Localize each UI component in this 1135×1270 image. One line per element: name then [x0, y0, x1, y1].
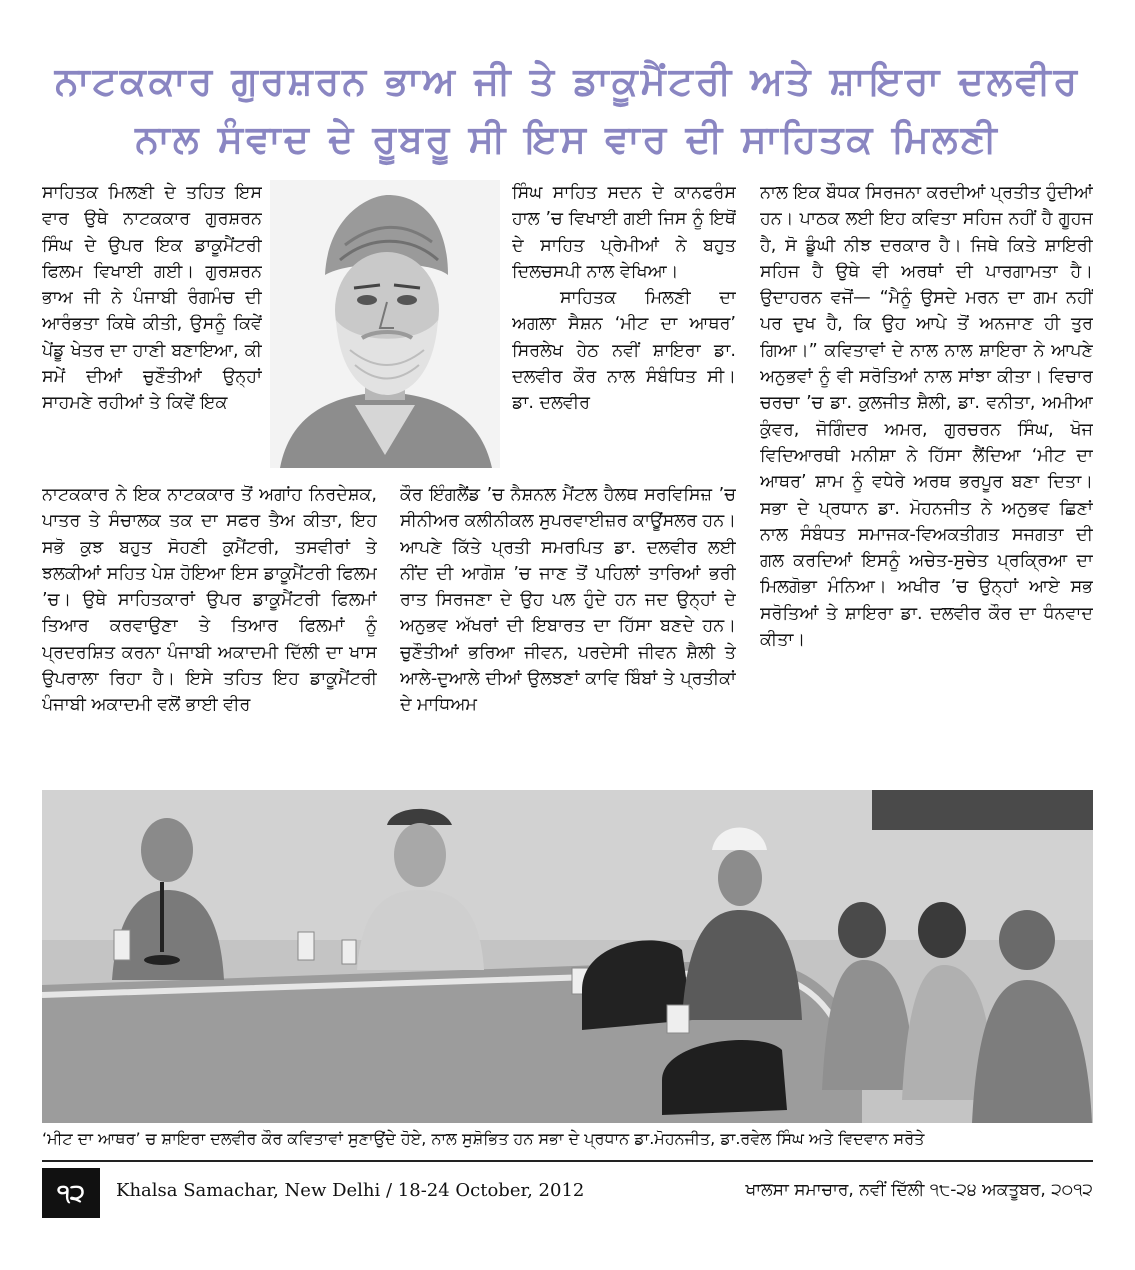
- event-photo: [42, 790, 1093, 1123]
- portrait-sketch: [270, 180, 500, 468]
- column-2-top: [512, 180, 736, 470]
- photo-caption: ‘ਮੀਟ ਦਾ ਆਥਰ’ ਚ ਸ਼ਾਇਰਾ ਦਲਵੀਰ ਕੌਰ ਕਵਿਤਾਵਾਂ ਸੁਣਾਉਂਦੇ ਹੋਏ, ਨਾਲ ਸੁਸ਼ੋਭਿਤ ਹਨ ਸਭਾ ਦੇ ਪ੍ਰਧਾਨ ਡਾ.ਮੋਹਨਜੀਤ, ਡਾ.ਰਵੇਲ ਸਿੰਘ ਅਤੇ ਵਿਦਵਾਨ ਸਰੋਤੇ: [42, 1129, 925, 1148]
- headline-line-2: ਨਾਲ ਸੰਵਾਦ ਦੇ ਰੂਬਰੂ ਸੀ ਇਸ ਵਾਰ ਦੀ ਸਾਹਿਤਕ ਮਿਲਣੀ: [135, 117, 1000, 161]
- column-1-paragraph-1: ਸਾਹਿਤਕ ਮਿਲਣੀ ਦੇ ਤਹਿਤ ਇਸ ਵਾਰ ਉਥੇ ਨਾਟਕਕਾਰ ਗੁਰਸ਼ਰਨ ਸਿੰਘ ਦੇ ਉਪਰ ਇਕ ਡਾਕੂਮੈਂਟਰੀ ਫਿਲਮ ਵਿਖਾਈ ਗਈ। ਗੁਰਸ਼ਰਨ ਭਾਅ ਜੀ ਨੇ ਪੰਜਾਬੀ ਰੰਗਮੰਚ ਦੀ ਆਰੰਭਤਾ ਕਿਥੇ ਕੀਤੀ, ਉਸਨੂੰ ਕਿਵੇਂ ਪੇਂਡੂ ਖੇਤਰ ਦਾ ਹਾਣੀ ਬਣਾਇਆ, ਕੀ ਸਮੇਂ ਦੀਆਂ ਚੁਣੌਤੀਆਂ ਉਨ੍ਹਾਂ ਸਾਹਮਣੇ ਰਹੀਆਂ ਤੇ ਕਿਵੇਂ ਇਕ: [42, 183, 262, 414]
- footer-publication-punjabi: ਖਾਲਸਾ ਸਮਾਚਾਰ, ਨਵੀਂ ਦਿੱਲੀ ੧੮-੨੪ ਅਕਤੂਬਰ, ੨੦੧੨: [745, 1180, 1093, 1200]
- column-1-paragraph-2: ਨਾਟਕਕਾਰ ਨੇ ਇਕ ਨਾਟਕਕਾਰ ਤੋਂ ਅਗਾਂਹ ਨਿਰਦੇਸ਼ਕ, ਪਾਤਰ ਤੇ ਸੰਚਾਲਕ ਤਕ ਦਾ ਸਫਰ ਤੈਅ ਕੀਤਾ, ਇਹ ਸਭੋ ਕੁਝ ਬਹੁਤ ਸੋਹਣੀ ਕੁਮੈਂਟਰੀ, ਤਸਵੀਰਾਂ ਤੇ ਝਲਕੀਆਂ ਸਹਿਤ ਪੇਸ਼ ਹੋਇਆ ਇਸ ਡਾਕੂਮੈਂਟਰੀ ਫਿਲਮ ’ਚ। ਉਥੇ ਸਾਹਿਤਕਾਰਾਂ ਉਪਰ ਡਾਕੂਮੈਂਟਰੀ ਫਿਲਮਾਂ ਤਿਆਰ ਕਰਵਾਉਣਾ ਤੇ ਤਿਆਰ ਫਿਲਮਾਂ ਨੂੰ ਪ੍ਰਦਰਸ਼ਿਤ ਕਰਨਾ ਪੰਜਾਬੀ ਅਕਾਦਮੀ ਦਿੱਲੀ ਦਾ ਖਾਸ ਉਪਰਾਲਾ ਰਿਹਾ ਹੈ। ਇਸੇ ਤਹਿਤ ਇਹ ਡਾਕੂਮੈਂਟਰੀ ਪੰਜਾਬੀ ਅਕਾਦਮੀ ਵਲੋਂ ਭਾਈ ਵੀਰ: [42, 485, 377, 716]
- column-2-paragraph-1: ਸਿੰਘ ਸਾਹਿਤ ਸਦਨ ਦੇ ਕਾਨਫਰੰਸ ਹਾਲ ’ਚ ਵਿਖਾਈ ਗਈ ਜਿਸ ਨੂੰ ਇਥੋਂ ਦੇ ਸਾਹਿਤ ਪ੍ਰੇਮੀਆਂ ਨੇ ਬਹੁਤ ਦਿਲਚਸਪੀ ਨਾਲ ਵੇਖਿਆ।: [512, 183, 736, 282]
- footer-rule: [42, 1160, 1093, 1162]
- portrait-illustration: [270, 180, 500, 468]
- article-headline: [40, 52, 1095, 168]
- column-1-bottom: [42, 482, 377, 784]
- event-photo-illustration: [42, 790, 1093, 1123]
- column-3-paragraph-1: ਨਾਲ ਇਕ ਬੌਧਕ ਸਿਰਜਨਾ ਕਰਦੀਆਂ ਪ੍ਰਤੀਤ ਹੁੰਦੀਆਂ ਹਨ। ਪਾਠਕ ਲਈ ਇਹ ਕਵਿਤਾ ਸਹਿਜ ਨਹੀਂ ਹੈ ਗੂਹਜ ਹੈ, ਸੋ ਡੂੰਘੀ ਨੀਝ ਦਰਕਾਰ ਹੈ। ਜਿਥੇ ਕਿਤੇ ਸ਼ਾਇਰੀ ਸਹਿਜ ਹੈ ਉਥੇ ਵੀ ਅਰਥਾਂ ਦੀ ਪਾਰਗਾਮਤਾ ਹੈ। ਉਦਾਹਰਨ ਵਜੋਂ— “ਮੈਨੂੰ ਉਸਦੇ ਮਰਨ ਦਾ ਗਮ ਨਹੀਂ ਪਰ ਦੁਖ ਹੈ, ਕਿ ਉਹ ਆਪੇ ਤੋਂ ਅਨਜਾਣ ਹੀ ਤੁਰ ਗਿਆ।” ਕਵਿਤਾਵਾਂ ਦੇ ਨਾਲ ਨਾਲ ਸ਼ਾਇਰਾ ਨੇ ਆਪਣੇ ਅਨੁਭਵਾਂ ਨੂੰ ਵੀ ਸਰੋਤਿਆਂ ਨਾਲ ਸਾਂਝਾ ਕੀਤਾ। ਵਿਚਾਰ ਚਰਚਾ ’ਚ ਡਾ. ਕੁਲਜੀਤ ਸ਼ੈਲੀ, ਡਾ. ਵਨੀਤਾ, ਅਮੀਆ ਕੁੰਵਰ, ਜੋਗਿੰਦਰ ਅਮਰ, ਗੁਰਚਰਨ ਸਿੰਘ, ਖੋਜ ਵਿਦਿਆਰਥੀ ਮਨੀਸ਼ਾ ਨੇ ਹਿੱਸਾ ਲੈਂਦਿਆ ‘ਮੀਟ ਦਾ ਆਥਰ’ ਸ਼ਾਮ ਨੂੰ ਵਧੇਰੇ ਅਰਥ ਭਰਪੂਰ ਬਣਾ ਦਿਤਾ। ਸਭਾ ਦੇ ਪ੍ਰਧਾਨ ਡਾ. ਮੋਹਨਜੀਤ ਨੇ ਅਨੁਭਵ ਛਿਣਾਂ ਨਾਲ ਸੰਬੰਧਤ ਸਮਾਜਕ-ਵਿਅਕਤੀਗਤ ਸਜਗਤਾ ਦੀ ਗਲ ਕਰਦਿਆਂ ਇਸਨੂੰ ਅਚੇਤ-ਸੁਚੇਤ ਪ੍ਰਕ੍ਰਿਆ ਦਾ ਮਿਲਗੋਭਾ ਮੰਨਿਆ। ਅਖੀਰ ’ਚ ਉਨ੍ਹਾਂ ਆਏ ਸਭ ਸਰੋਤਿਆਂ ਤੇ ਸ਼ਾਇਰਾ ਡਾ. ਦਲਵੀਰ ਕੌਰ ਦਾ ਧੰਨਵਾਦ ਕੀਤਾ।: [760, 183, 1093, 651]
- headline-line-1: ਨਾਟਕਕਾਰ ਗੁਰਸ਼ਰਨ ਭਾਅ ਜੀ ਤੇ ਡਾਕੂਮੈਂਟਰੀ ਅਤੇ ਸ਼ਾਇਰਾ ਦਲਵੀਰ: [54, 59, 1081, 103]
- footer-publication-english: Khalsa Samachar, New Delhi / 18-24 October, 2012: [116, 1180, 585, 1201]
- column-2-paragraph-2: ਸਾਹਿਤਕ ਮਿਲਣੀ ਦਾ ਅਗਲਾ ਸੈਸ਼ਨ ‘ਮੀਟ ਦਾ ਆਥਰ’ ਸਿਰਲੇਖ ਹੇਠ ਨਵੀਂ ਸ਼ਾਇਰਾ ਡਾ. ਦਲਵੀਰ ਕੌਰ ਨਾਲ ਸੰਬੰਧਿਤ ਸੀ। ਡਾ. ਦਲਵੀਰ: [512, 288, 736, 414]
- column-2-bottom: [400, 482, 736, 784]
- column-3: [760, 180, 1093, 784]
- column-1-top: [42, 180, 262, 470]
- page-number: ੧੨: [42, 1168, 100, 1218]
- column-2-paragraph-3: ਕੌਰ ਇੰਗਲੈਂਡ ’ਚ ਨੈਸ਼ਨਲ ਮੈਂਟਲ ਹੈਲਥ ਸਰਵਿਸਿਜ਼ ’ਚ ਸੀਨੀਅਰ ਕਲੀਨੀਕਲ ਸੁਪਰਵਾਈਜ਼ਰ ਕਾਊਂਸਲਰ ਹਨ। ਆਪਣੇ ਕਿੱਤੇ ਪ੍ਰਤੀ ਸਮਰਪਿਤ ਡਾ. ਦਲਵੀਰ ਲਈ ਨੀਂਦ ਦੀ ਆਗੋਸ਼ ’ਚ ਜਾਣ ਤੋਂ ਪਹਿਲਾਂ ਤਾਰਿਆਂ ਭਰੀ ਰਾਤ ਸਿਰਜਣਾ ਦੇ ਉਹ ਪਲ ਹੁੰਦੇ ਹਨ ਜਦ ਉਨ੍ਹਾਂ ਦੇ ਅਨੁਭਵ ਅੱਖਰਾਂ ਦੀ ਇਬਾਰਤ ਦਾ ਹਿੱਸਾ ਬਣਦੇ ਹਨ। ਚੁਣੌਤੀਆਂ ਭਰਿਆ ਜੀਵਨ, ਪਰਦੇਸੀ ਜੀਵਨ ਸ਼ੈਲੀ ਤੇ ਆਲੇ-ਦੁਆਲੇ ਦੀਆਂ ਉਲਝਣਾਂ ਕਾਵਿ ਬਿੰਬਾਂ ਤੇ ਪ੍ਰਤੀਕਾਂ ਦੇ ਮਾਧਿਅਮ: [400, 485, 736, 716]
